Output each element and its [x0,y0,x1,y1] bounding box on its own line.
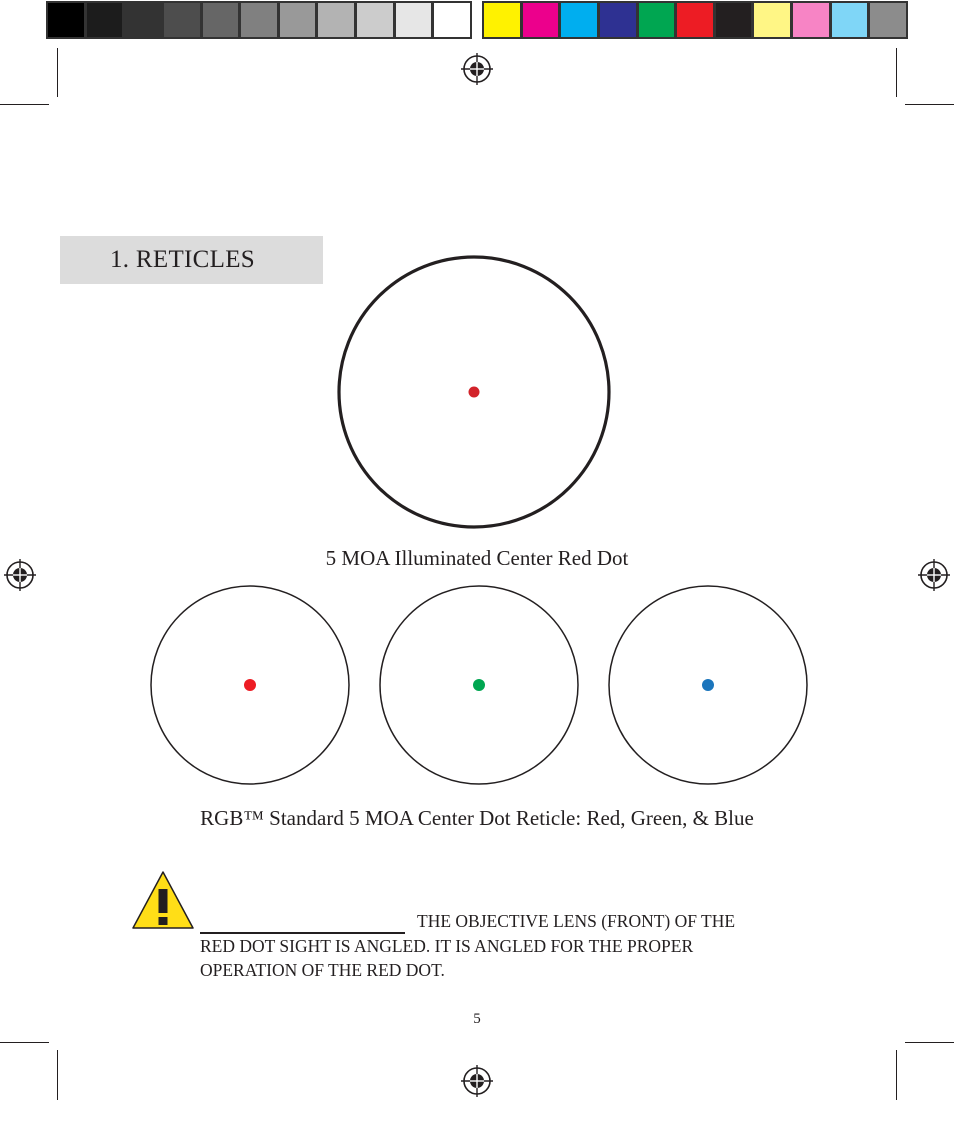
section-title: 1. RETICLES [110,246,255,273]
main-reticle-diagram [336,254,612,530]
registration-mark-icon [461,1065,493,1097]
process-color-swatch [716,3,752,37]
warning-line-1: THE OBJECTIVE LENS (FRONT) OF THE [417,911,736,931]
warning-underline-blank [200,912,405,934]
crop-mark-bottom-right-horizontal [905,1042,954,1043]
process-color-swatch [677,3,713,37]
grayscale-swatch [280,3,316,37]
rgb-reticle-caption: RGB™ Standard 5 MOA Center Dot Reticle: Red, Green, & Blue [200,806,754,830]
process-color-swatch [793,3,829,37]
grayscale-color-bar [46,1,472,39]
warning-line-2: RED DOT SIGHT IS ANGLED. IT IS ANGLED FOR THE PROPER [200,935,694,956]
grayscale-swatch [87,3,123,37]
process-color-swatch [639,3,675,37]
grayscale-swatch [164,3,200,37]
crop-mark-top-right-vertical [896,48,897,97]
section-heading-box [60,236,323,284]
warning-text [200,909,840,983]
grayscale-swatch [396,3,432,37]
main-reticle-caption: 5 MOA Illuminated Center Red Dot [325,546,629,570]
process-color-swatch [523,3,559,37]
grayscale-swatch [241,3,277,37]
warning-line-3: OPERATION OF THE RED DOT. [200,960,445,980]
grayscale-swatch [434,3,470,37]
blue-center-dot [702,679,714,691]
red-center-dot [244,679,256,691]
crop-mark-top-left-horizontal [0,104,49,105]
registration-mark-icon [461,53,493,85]
blue-reticle-diagram [607,584,809,786]
crop-mark-bottom-left-vertical [57,1050,58,1100]
process-color-swatch [600,3,636,37]
crop-mark-bottom-left-horizontal [0,1042,49,1043]
process-color-swatch [832,3,868,37]
grayscale-swatch [48,3,84,37]
grayscale-swatch [357,3,393,37]
red-center-dot [469,387,480,398]
process-color-swatch [754,3,790,37]
grayscale-swatch [125,3,161,37]
green-center-dot [473,679,485,691]
process-color-swatch [870,3,906,37]
page-number: 5 [473,1011,481,1027]
process-color-bar [482,1,908,39]
crop-mark-bottom-right-vertical [896,1050,897,1100]
process-color-swatch [484,3,520,37]
crop-mark-top-left-vertical [57,48,58,97]
red-reticle-diagram [149,584,351,786]
grayscale-swatch [318,3,354,37]
crop-mark-top-right-horizontal [905,104,954,105]
process-color-swatch [561,3,597,37]
warning-triangle-icon [131,869,195,931]
grayscale-swatch [203,3,239,37]
green-reticle-diagram [378,584,580,786]
